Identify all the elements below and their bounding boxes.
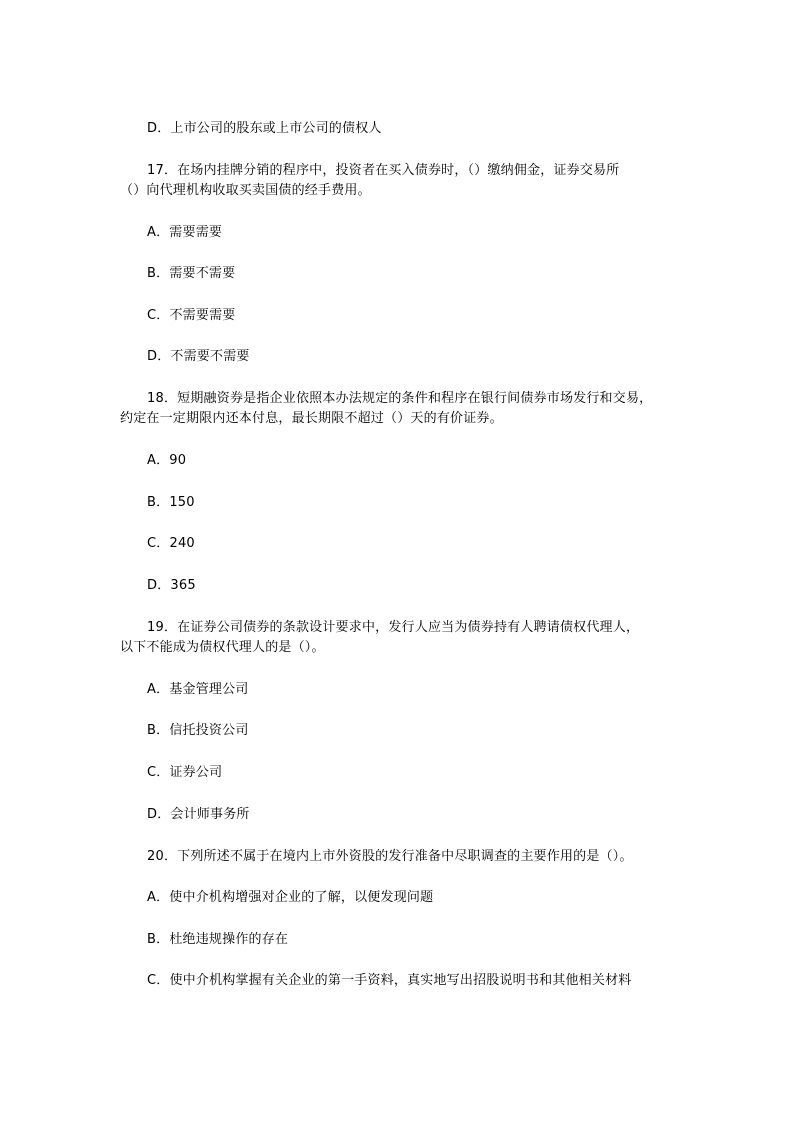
option-d-q16: D．上市公司的股东或上市公司的债权人	[147, 121, 382, 136]
question-20-line-1: 20．下列所述不属于在境内上市外资股的发行准备中尽职调查的主要作用的是（）。	[147, 849, 633, 864]
option-d-q18: D．365	[147, 578, 196, 593]
option-b-q20: B．杜绝违规操作的存在	[147, 932, 289, 947]
option-d-q19: D．会计师事务所	[147, 807, 250, 822]
question-19-line-2: 以下不能成为债权代理人的是（）。	[120, 640, 325, 655]
option-c-q18: C．240	[147, 536, 195, 551]
question-17-line-2: （）向代理机构收取买卖国债的经手费用。	[120, 183, 371, 198]
question-18-line-1: 18．短期融资券是指企业依照本办法规定的条件和程序在银行间债券市场发行和交易，	[147, 391, 653, 406]
option-a-q17: A．需要需要	[147, 225, 223, 240]
option-c-q20: C．使中介机构掌握有关企业的第一手资料，真实地写出招股说明书和其他相关材料	[147, 973, 632, 988]
option-d-q17: D．不需要不需要	[147, 349, 250, 364]
option-b-q18: B．150	[147, 495, 195, 510]
option-b-q19: B．信托投资公司	[147, 723, 249, 738]
option-a-q19: A．基金管理公司	[147, 682, 249, 697]
option-c-q19: C．证券公司	[147, 765, 223, 780]
option-a-q20: A．使中介机构增强对企业的了解，以便发现问题	[147, 890, 434, 905]
question-18-line-2: 约定在一定期限内还本付息，最长期限不超过（）天的有价证券。	[120, 411, 503, 426]
question-19-line-1: 19．在证券公司债券的条款设计要求中，发行人应当为债券持有人聘请债权代理人，	[147, 620, 640, 635]
option-c-q17: C．不需要需要	[147, 308, 236, 323]
question-17-line-1: 17．在场内挂牌分销的程序中，投资者在买入债券时，（）缴纳佣金，证券交易所	[147, 163, 620, 178]
option-a-q18: A．90	[147, 453, 187, 468]
option-b-q17: B．需要不需要	[147, 266, 236, 281]
